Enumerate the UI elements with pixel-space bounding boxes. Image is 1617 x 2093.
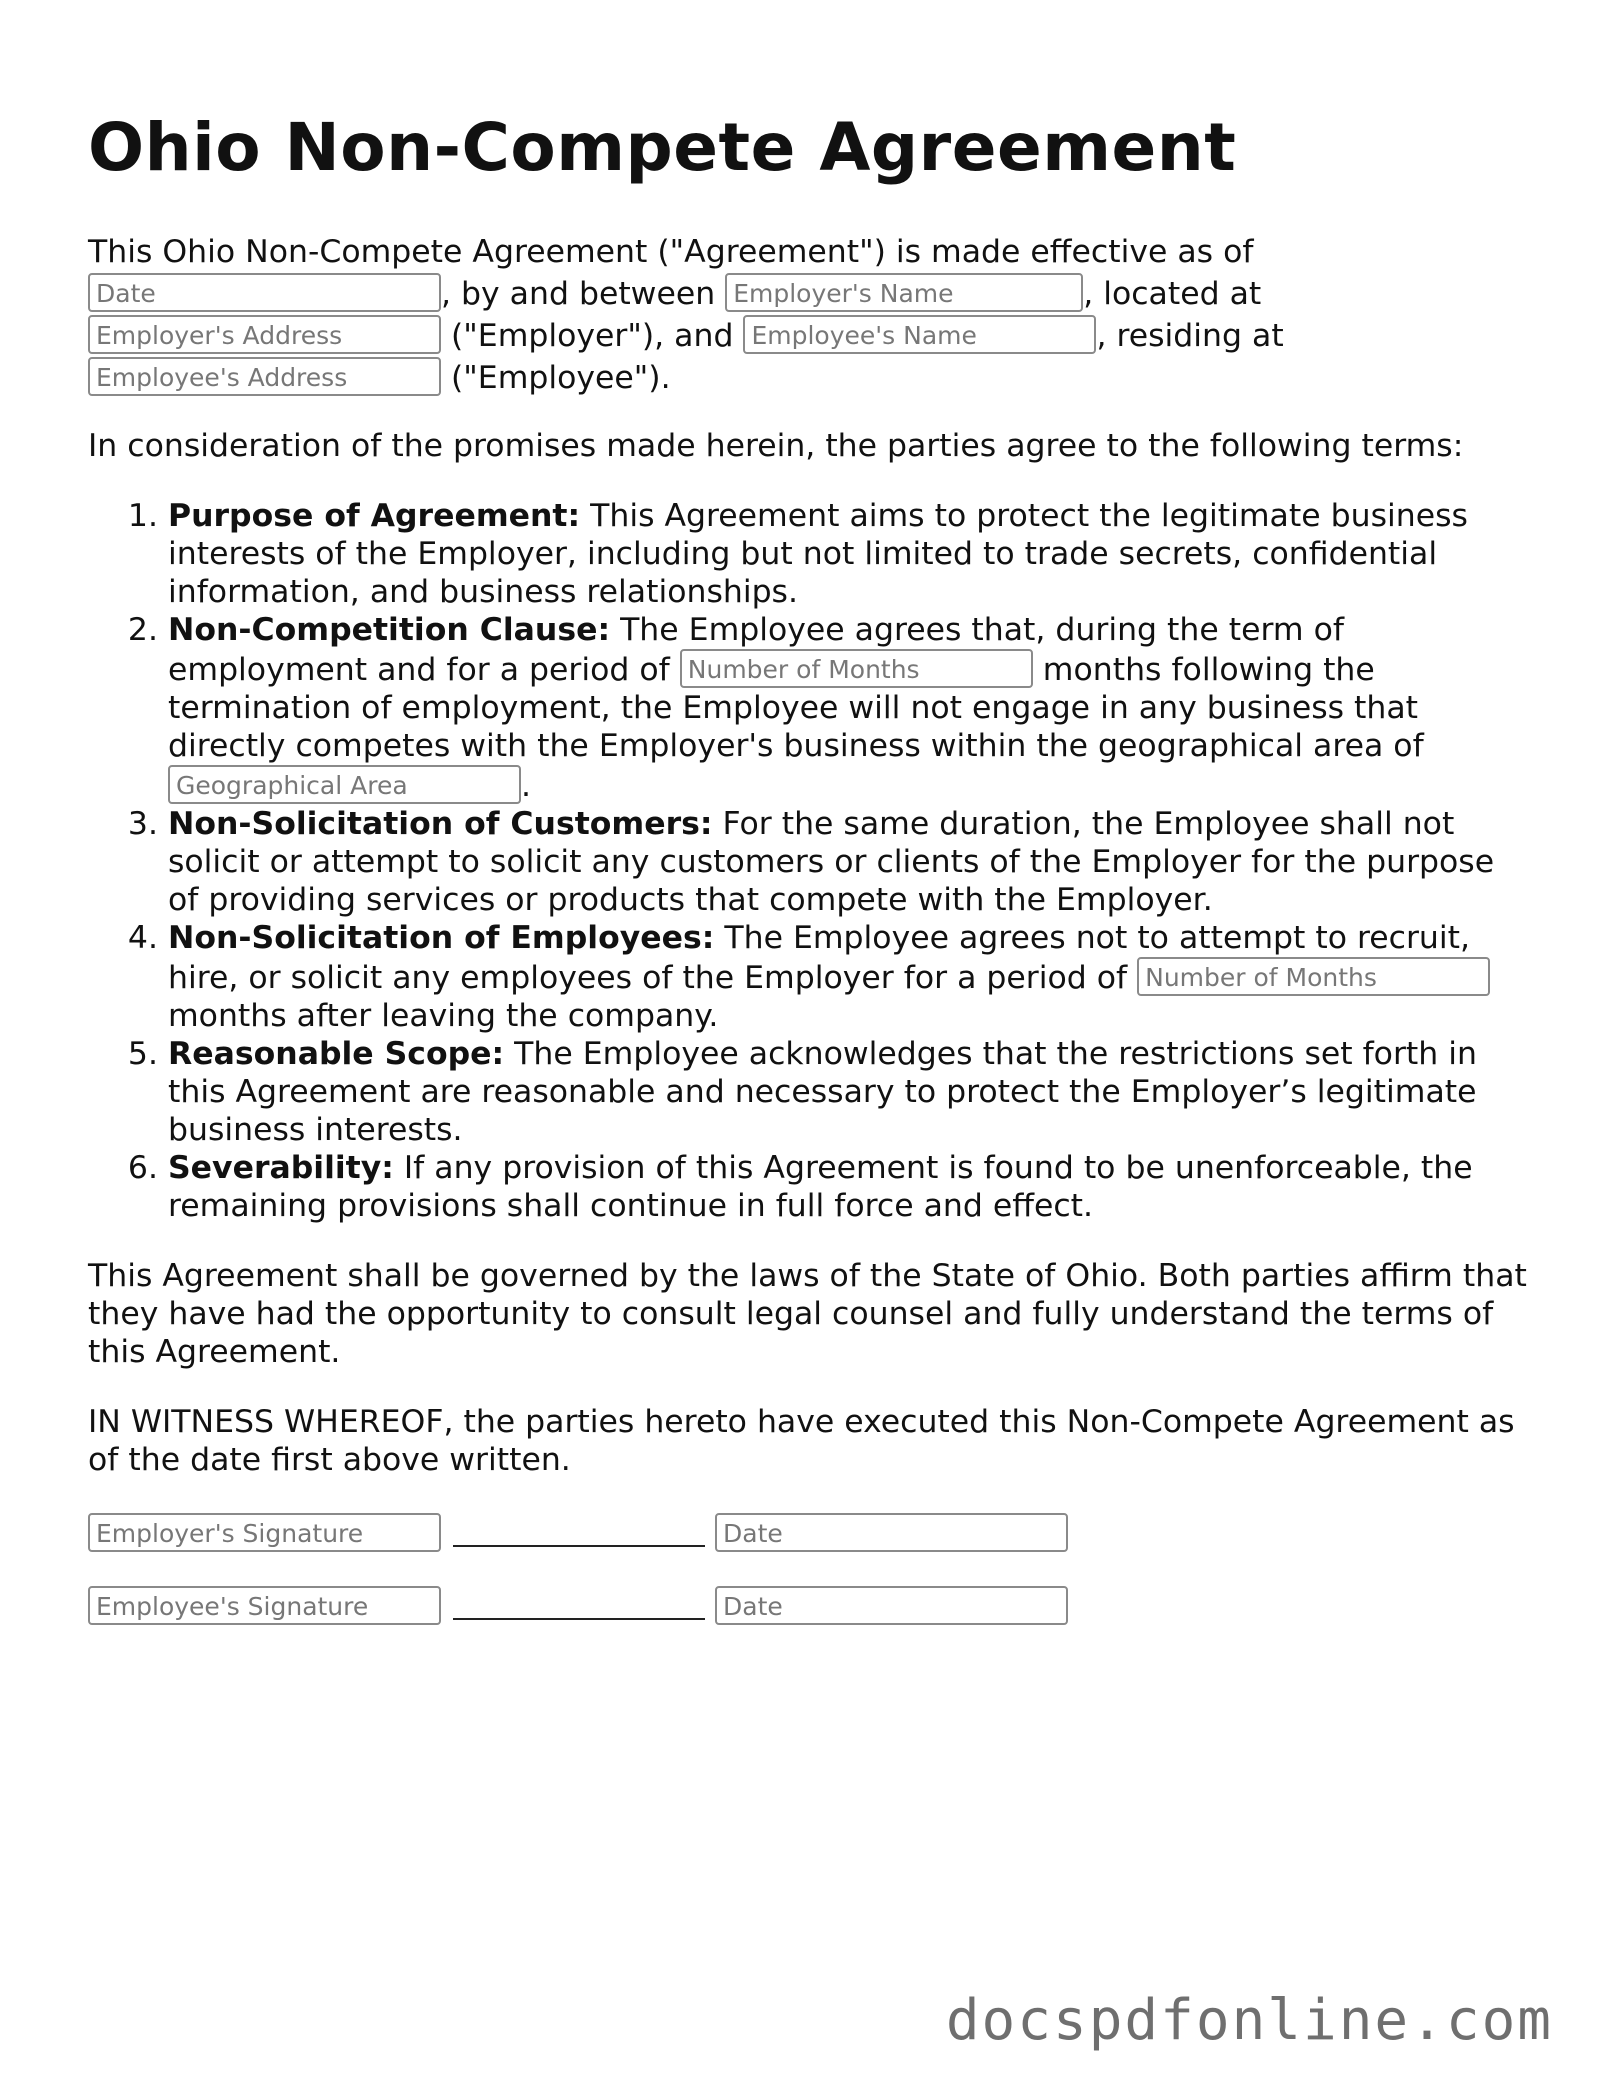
intro-text-6: ("Employee"). — [451, 360, 671, 396]
clause-text: months following the termination of employment, the Employee will not engage in any business that directly competes with the Employer's business within the geographical area of — [168, 652, 1424, 764]
consideration-paragraph: In consideration of the promises made herein, the parties agree to the following terms: — [88, 428, 1464, 464]
employer-address-field[interactable]: Employer's Address — [88, 315, 441, 354]
clause-heading: Severability: — [168, 1150, 394, 1186]
clause-text: This Agreement aims to protect the legitimate business interests of the Employer, including but not limited to trade secrets, confidential information, and business relationships. — [168, 498, 1468, 610]
employee-signature-row — [88, 1586, 1528, 1625]
employee-date-field[interactable]: Date — [715, 1586, 1068, 1625]
clause-purpose — [168, 497, 1528, 611]
clause-text: For the same duration, the Employee shall not solicit or attempt to solicit any customers or clients of the Employer for the purpose of providing services or products that compete with the Employer. — [168, 806, 1495, 918]
non-solicit-months-field[interactable]: Number of Months — [1137, 957, 1490, 996]
site-watermark: docspdfonline.com — [945, 1988, 1553, 2053]
clause-heading: Non-Competition Clause: — [168, 612, 611, 648]
witness-paragraph: IN WITNESS WHEREOF, the parties hereto have executed this Non-Compete Agreement as of the date first above written. — [88, 1404, 1515, 1478]
clause-non-solicitation-customers — [168, 805, 1528, 919]
intro-text-3: , located at — [1083, 276, 1262, 312]
employer-name-field[interactable]: Employer's Name — [725, 273, 1083, 312]
employer-date-field[interactable]: Date — [715, 1513, 1068, 1552]
clause-heading: Reasonable Scope: — [168, 1036, 505, 1072]
geographical-area-field[interactable]: Geographical Area — [168, 765, 521, 804]
clause-heading: Purpose of Agreement: — [168, 498, 581, 534]
page-title: Ohio Non-Compete Agreement — [88, 109, 1237, 186]
employee-name-field[interactable]: Employee's Name — [743, 315, 1096, 354]
clause-text: The Employee agrees that, during the term of employment and for a period of — [168, 612, 1344, 688]
intro-text-2: , by and between — [441, 276, 716, 312]
signature-line — [453, 1618, 705, 1620]
employer-signature-row — [88, 1513, 1528, 1552]
clause-text: The Employee agrees not to attempt to recruit, hire, or solicit any employees of the Employer for a period of — [168, 920, 1471, 996]
signature-line — [453, 1545, 705, 1547]
governing-law-paragraph: This Agreement shall be governed by the laws of the State of Ohio. Both parties affirm that they have had the opportunity to consult legal counsel and fully understand the terms of this Agreement. — [88, 1258, 1527, 1370]
employer-signature-field[interactable]: Employer's Signature — [88, 1513, 441, 1552]
clause-reasonable-scope — [168, 1035, 1528, 1149]
clause-non-solicitation-employees — [168, 919, 1528, 1035]
non-compete-months-field[interactable]: Number of Months — [680, 649, 1033, 688]
intro-text-1: This Ohio Non-Compete Agreement ("Agreement") is made effective as of — [88, 234, 1254, 270]
clause-text: The Employee acknowledges that the restrictions set forth in this Agreement are reasonable and necessary to protect the Employer’s legitimate business interests. — [168, 1036, 1477, 1148]
document-page — [88, 108, 1528, 1625]
clause-text: months after leaving the company. — [168, 998, 719, 1034]
clause-text: . — [521, 768, 532, 804]
clause-non-competition — [168, 611, 1528, 805]
clause-heading: Non-Solicitation of Customers: — [168, 806, 713, 842]
intro-text-4: ("Employer"), and — [451, 318, 734, 354]
clause-heading: Non-Solicitation of Employees: — [168, 920, 715, 956]
intro-paragraph — [88, 232, 1528, 399]
effective-date-field[interactable]: Date — [88, 273, 441, 312]
clause-text: If any provision of this Agreement is found to be unenforceable, the remaining provisions shall continue in full force and effect. — [168, 1150, 1473, 1224]
employee-address-field[interactable]: Employee's Address — [88, 357, 441, 396]
intro-text-5: , residing at — [1096, 318, 1284, 354]
employee-signature-field[interactable]: Employee's Signature — [88, 1586, 441, 1625]
clause-severability — [168, 1149, 1528, 1225]
clauses-list — [88, 497, 1528, 1225]
